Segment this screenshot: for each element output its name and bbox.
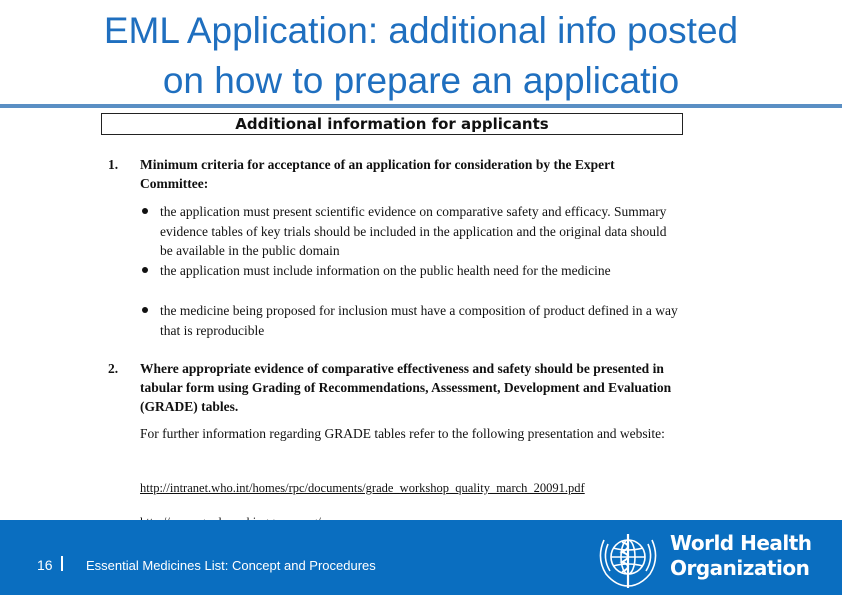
slide-title [0, 6, 842, 106]
footer-title: Essential Medicines List: Concept and Procedures [86, 558, 376, 573]
item-2-text: For further information regarding GRADE tables refer to the following presentation and website: [140, 426, 665, 441]
item-2-heading: Where appropriate evidence of comparative effectiveness and safety should be presented in tabular form using Grading of Recommendations, Assessment, Development and Evaluation (GRADE) tables. [140, 361, 672, 414]
title-line-1: EML Application: additional info posted [103, 10, 739, 51]
page-number-separator [61, 556, 63, 571]
item-1-number: 1. [108, 157, 119, 172]
item-1-bullet-3: the medicine being proposed for inclusion must have a composition of product defined in a way that is reproducible [160, 303, 678, 338]
item-1-bullet-1: the application must present scientific evidence on comparative safety and efficacy. Summary evidence tables of key trials should be included in the application and the original data should be available in the public domain [160, 204, 667, 258]
page-number: 16 [37, 557, 53, 573]
who-logo-line-2: Organization [670, 556, 810, 580]
grade-workshop-link[interactable]: http://intranet.who.int/homes/rpc/documents/grade_workshop_quality_march_20091.pdf [140, 481, 585, 495]
item-1-bullet-2: the application must include information on the public health need for the medicine [160, 263, 611, 278]
bullet-icon [142, 307, 148, 313]
bullet-icon [142, 208, 148, 214]
document-header: Additional information for applicants [101, 113, 683, 135]
who-emblem-icon [592, 528, 664, 590]
who-logo-text [670, 531, 812, 581]
document-excerpt [98, 108, 696, 533]
bullet-icon [142, 267, 148, 273]
item-1-heading: Minimum criteria for acceptance of an application for consideration by the Expert Committee: [140, 157, 615, 191]
title-line-2: on how to prepare an applicatio [162, 60, 680, 101]
item-2-number: 2. [108, 361, 119, 376]
who-logo-line-1: World Health [670, 531, 812, 555]
